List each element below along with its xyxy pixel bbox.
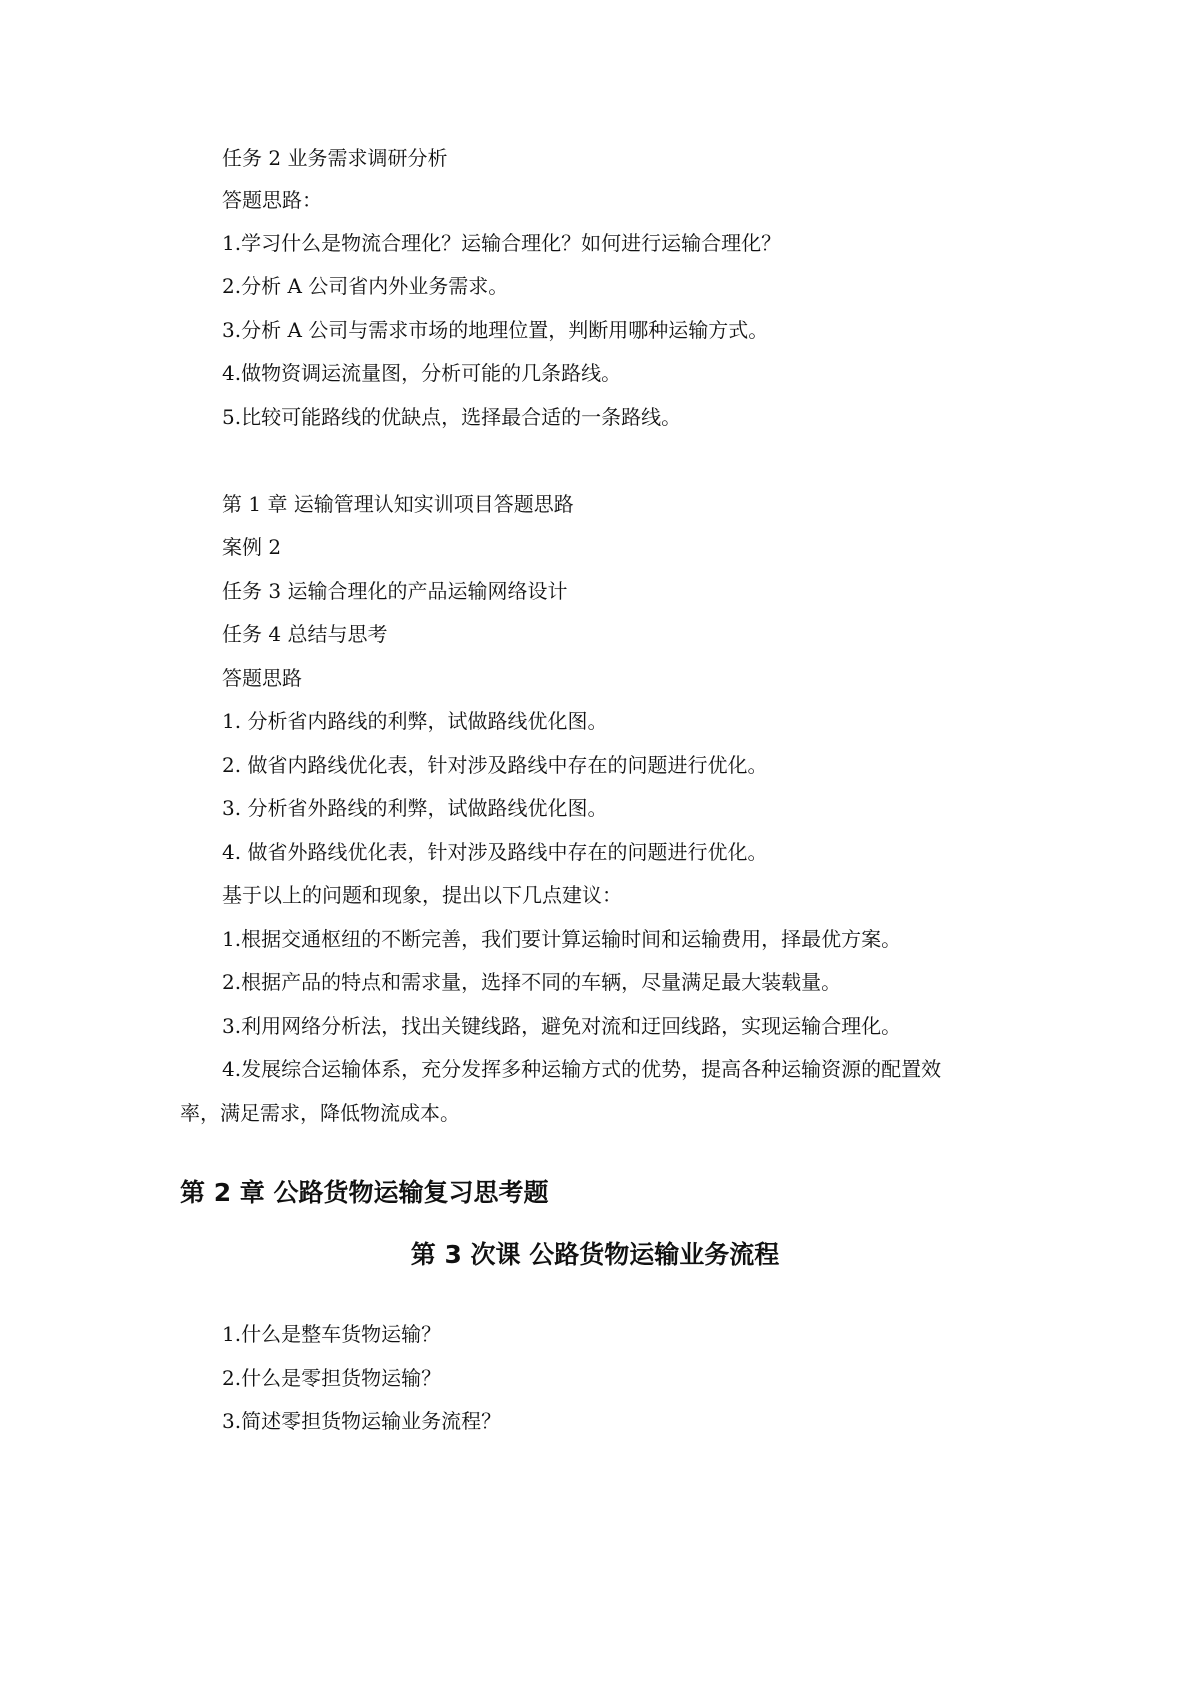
- suggestion-2: 2.根据产品的特点和需求量，选择不同的车辆，尽量满足最大装载量。: [222, 970, 842, 994]
- question-3: 3.简述零担货物运输业务流程？: [222, 1409, 502, 1433]
- approach-item-4: 4.做物资调运流量图，分析可能的几条路线。: [222, 361, 622, 385]
- lesson-3-heading: 第 3 次课 公路货物运输业务流程: [410, 1240, 780, 1269]
- chapter-1-title: 第 1 章 运输管理认知实训项目答题思路: [222, 492, 574, 516]
- suggestion-4-continuation: 率，满足需求，降低物流成本。: [180, 1101, 460, 1125]
- case-2-title: 案例 2: [222, 535, 282, 559]
- chapter-2-heading: 第 2 章 公路货物运输复习思考题: [180, 1178, 549, 1207]
- route-item-4: 4. 做省外路线优化表，针对涉及路线中存在的问题进行优化。: [222, 840, 768, 864]
- suggestions-intro: 基于以上的问题和现象，提出以下几点建议：: [222, 883, 622, 907]
- question-1: 1.什么是整车货物运输？: [222, 1322, 442, 1346]
- task-3-title: 任务 3 运输合理化的产品运输网络设计: [222, 579, 568, 603]
- suggestion-1: 1.根据交通枢纽的不断完善，我们要计算运输时间和运输费用，择最优方案。: [222, 927, 902, 951]
- approach-item-1: 1.学习什么是物流合理化？运输合理化？如何进行运输合理化？: [222, 231, 782, 255]
- route-item-2: 2. 做省内路线优化表，针对涉及路线中存在的问题进行优化。: [222, 753, 768, 777]
- approach-item-2: 2.分析 A 公司省内外业务需求。: [222, 274, 509, 298]
- suggestion-3: 3.利用网络分析法，找出关键线路，避免对流和迂回线路，实现运输合理化。: [222, 1014, 902, 1038]
- answer-approach-label: 答题思路：: [222, 188, 322, 212]
- approach-item-3: 3.分析 A 公司与需求市场的地理位置，判断用哪种运输方式。: [222, 318, 769, 342]
- route-item-3: 3. 分析省外路线的利弊，试做路线优化图。: [222, 796, 608, 820]
- answer-approach-label-2: 答题思路: [222, 666, 302, 690]
- approach-item-5: 5.比较可能路线的优缺点，选择最合适的一条路线。: [222, 405, 682, 429]
- suggestion-4: 4.发展综合运输体系，充分发挥多种运输方式的优势，提高各种运输资源的配置效: [222, 1057, 942, 1081]
- question-2: 2.什么是零担货物运输？: [222, 1366, 442, 1390]
- route-item-1: 1. 分析省内路线的利弊，试做路线优化图。: [222, 709, 608, 733]
- task-4-title: 任务 4 总结与思考: [222, 622, 388, 646]
- task-2-title: 任务 2 业务需求调研分析: [222, 146, 448, 170]
